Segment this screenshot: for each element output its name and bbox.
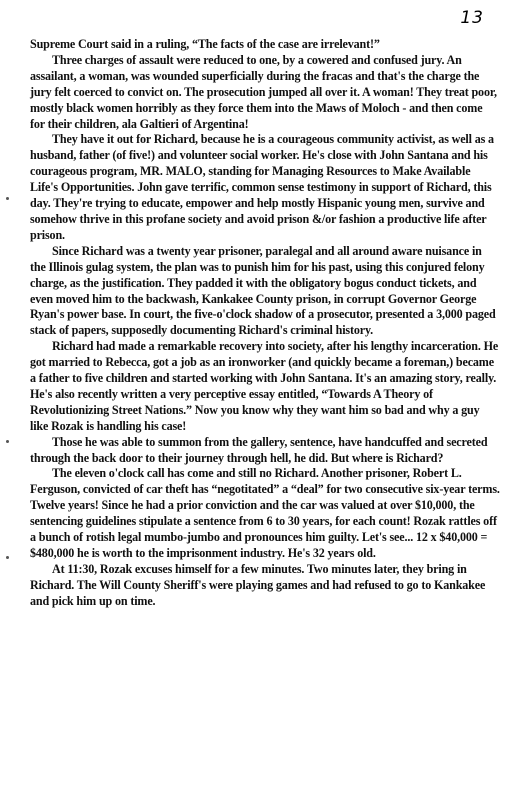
paragraph-eleven-oclock-call: The eleven o'clock call has come and still no Richard. Another prisoner, Robert L. Ferguson, convicted of car theft has “negotitated” a “deal” for two consecutive six-year terms. Twelve years! Since he had a prior conviction and the car was valued at over $10,000, the sentencing guidelines stipulate a sentence from 6 to 30 years, for each count! Rozak rattles off a bunch of rotish legal mumbo-jumbo and pronounces him guilty. Let's see... 12 x $40,000 = $480,000 he is worth to the imprisonment industry. He's 32 years old. — [30, 466, 500, 560]
paragraph-gallery: Those he was able to summon from the gallery, sentence, have handcuffed and secreted through the back door to their journey through hell, he did. But where is Richard? — [30, 434, 488, 465]
document-body — [30, 37, 500, 610]
paragraph-community-activist: They have it out for Richard, because he is a courageous community activist, as well as a husband, father (of five!) and volunteer social worker. He's close with John Santana and his courageous program, MR. MALO, standing for Managing Resources to Make Available Life's Opportunities. John gave terrific, common sense testimony in support of Richard, this day. They're trying to educate, empower and help mostly Hispanic young men, survive and somehow thrive in this profane society and avoid prison &/or fashion a productive life after prison. — [30, 132, 494, 242]
paragraph-continued: Supreme Court said in a ruling, “The facts of the case are irrelevant!” — [30, 37, 380, 51]
paragraph-assault-charges: Three charges of assault were reduced to one, by a cowered and confused jury. An assailant, a woman, was wounded superficially during the fracas and that's the charge the jury felt coerced to convict on. The prosecution jumped all over it. A woman! They treat poor, mostly black women horribly as they force them into the Maws of Moloch - and then come for their children, ala Galtieri of Argentina! — [30, 52, 497, 131]
paragraph-recovery: Richard had made a remarkable recovery into society, after his lengthy incarceration. He got married to Rebecca, got a job as an ironworker (and quickly became a foreman,) became a father to five children and started working with John Santana. It's an amazing story, really. He's also recently written a very perceptive essay entitled, “Towards A Theory of Revolutionizing Street Nations.” Now you know why they want him so bad and why a guy like Rozak is handling his case! — [30, 339, 499, 433]
margin-mark — [6, 440, 9, 443]
page-number: 13 — [460, 8, 484, 28]
paragraph-richard-arrives: At 11:30, Rozak excuses himself for a few minutes. Two minutes later, they bring in Richard. The Will County Sheriff's were playing games and had refused to go to Kankakee and pick him up on time. — [30, 561, 486, 608]
margin-mark — [6, 556, 9, 559]
margin-mark — [6, 197, 9, 200]
paragraph-prisoner-history: Since Richard was a twenty year prisoner, paralegal and all around aware nuisance in the Illinois gulag system, the plan was to punish him for his past, using this conjured felony charge, as the justification. They padded it with the obligatory bogus conduct tickets, and even moved him to the backwash, Kankakee County prison, in corrupt Governor George Ryan's power base. In court, the five-o'clock shadow of a prosecutor, presented a 3,000 paged stack of papers, supposedly documenting Richard's criminal history. — [30, 243, 496, 338]
